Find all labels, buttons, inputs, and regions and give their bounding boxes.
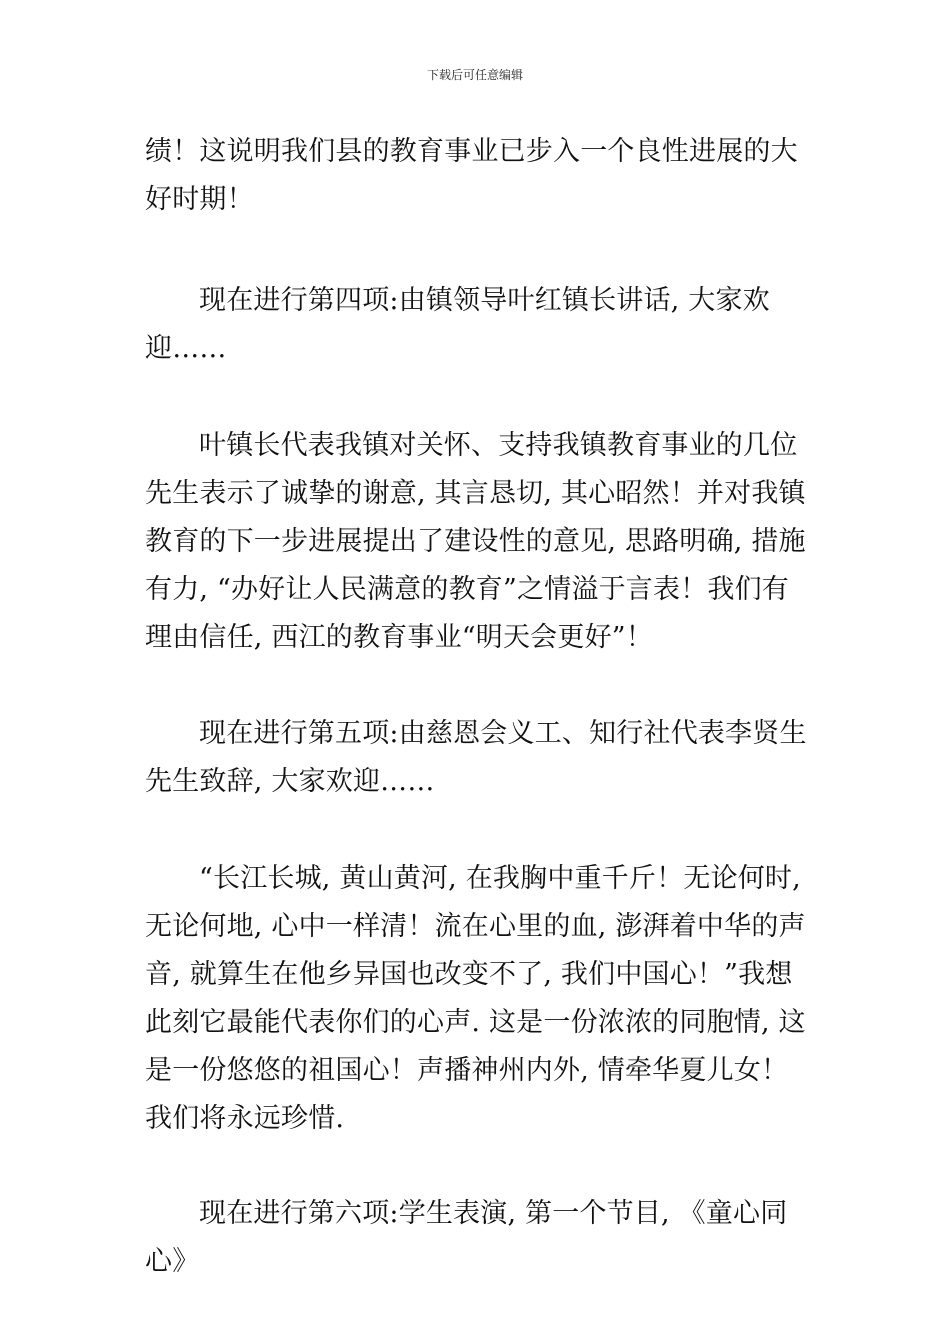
paragraph-item-five: 现在进行第五项:由慈恩会义工、知行社代表李贤生先生致辞, 大家欢迎…… — [145, 718, 807, 797]
paragraph-mayor-speech: 叶镇长代表我镇对关怀、支持我镇教育事业的几位先生表示了诚挚的谢意, 其言恳切, 其心昭然！并对我镇教育的下一步进展提出了建设性的意见, 思路明确, 措施有力, “办好让人民满意的教育”之情溢于言表！我们有理由信任, 西江的教育事业“明天会更好”！ — [145, 430, 806, 653]
paragraph-chinese-heart: “长江长城, 黄山黄河, 在我胸中重千斤！无论何时, 无论何地, 心中一样清！流在心里的血, 澎湃着中华的声音, 就算生在他乡异国也改变不了, 我们中国心！”我想此刻它最能代表你们的心声. 这是一份浓浓的同胞情, 这是一份悠悠的祖国心！声播神州内外, 情牵华夏儿女！我们将永远珍惜. — [145, 863, 806, 1134]
paragraph-closing-achievement: 绩！这说明我们县的教育事业已步入一个良性进展的大好时期！ — [145, 136, 798, 215]
document-body — [145, 128, 810, 1336]
paragraph-item-six: 现在进行第六项:学生表演, 第一个节目, 《童心同心》 — [145, 1198, 788, 1277]
paragraph-item-four: 现在进行第四项:由镇领导叶红镇长讲话, 大家欢迎…… — [145, 285, 770, 364]
page-header-note: 下载后可任意编辑 — [426, 68, 523, 82]
